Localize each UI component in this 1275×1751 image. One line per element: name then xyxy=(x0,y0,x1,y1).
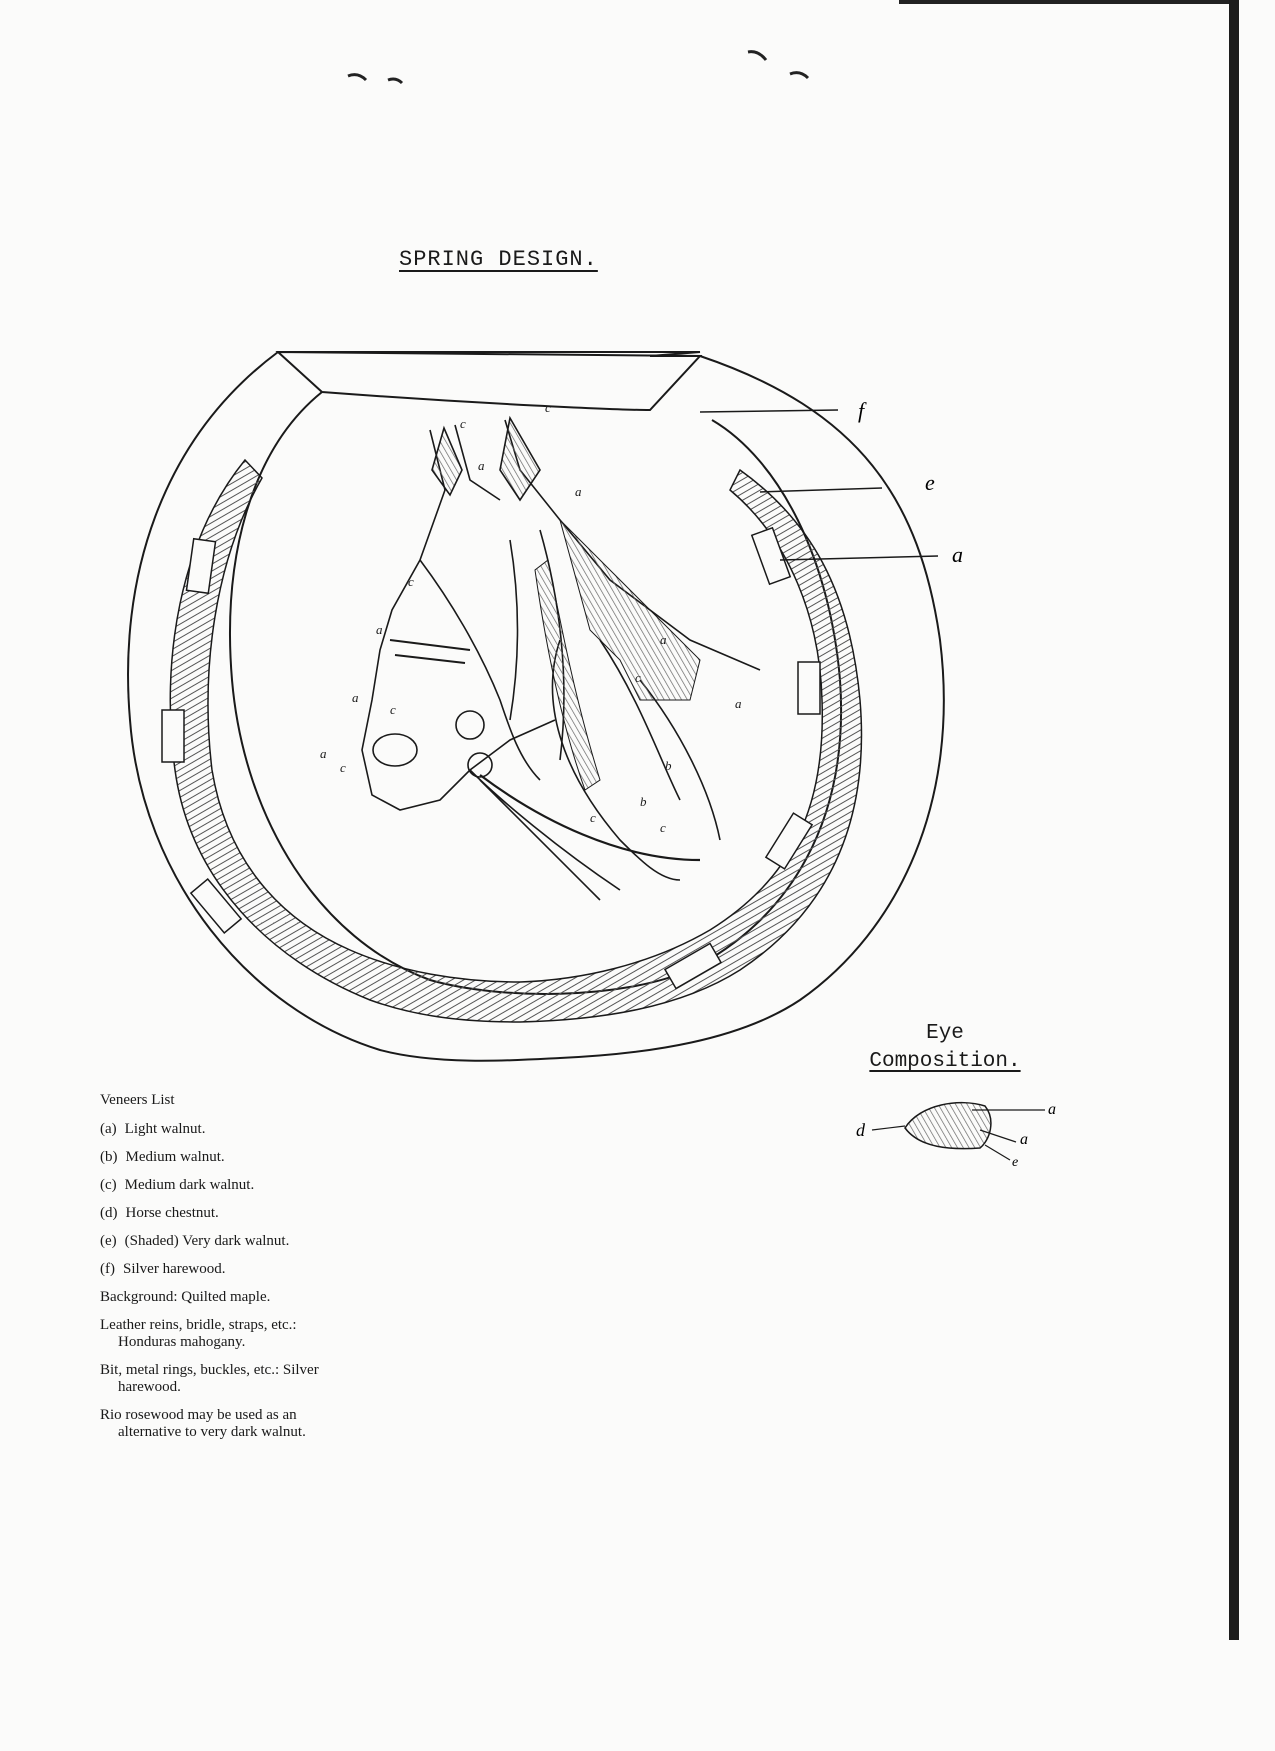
legend-item: (e) (Shaded) Very dark walnut. xyxy=(100,1233,290,1249)
svg-text:c: c xyxy=(460,416,466,431)
horse-mane-shading xyxy=(535,520,700,790)
svg-text:b: b xyxy=(665,758,672,773)
legend-item: (a) Light walnut. xyxy=(100,1121,206,1137)
svg-text:a: a xyxy=(376,622,383,637)
legend-item: (f) Silver harewood. xyxy=(100,1261,226,1277)
svg-text:c: c xyxy=(590,810,596,825)
svg-text:a: a xyxy=(660,632,667,647)
legend-item: (d) Horse chestnut. xyxy=(100,1205,219,1221)
horse-ears xyxy=(432,418,540,500)
legend-item: Bit, metal rings, buckles, etc.: Silver harewood. xyxy=(100,1362,319,1395)
svg-text:c: c xyxy=(340,760,346,775)
eye-title-line2: Composition. xyxy=(869,1050,1021,1073)
eye-title-line1: Eye xyxy=(926,1022,964,1045)
svg-text:c: c xyxy=(545,400,551,415)
horseshoe-top-band xyxy=(278,352,700,410)
legend-item: (c) Medium dark walnut. xyxy=(100,1177,255,1193)
svg-text:a: a xyxy=(575,484,582,499)
svg-text:c: c xyxy=(390,702,396,717)
legend-item: Rio rosewood may be used as an alternative to very dark walnut. xyxy=(100,1407,306,1440)
svg-text:a: a xyxy=(320,746,327,761)
veneers-legend xyxy=(100,1092,320,1452)
legend-item: Background: Quilted maple. xyxy=(100,1289,271,1305)
callout-a: a xyxy=(952,542,963,567)
svg-text:c: c xyxy=(660,820,666,835)
svg-text:a: a xyxy=(352,690,359,705)
svg-text:c: c xyxy=(408,574,414,589)
eye-composition-title xyxy=(850,1020,1040,1076)
page-title: SPRING DESIGN. xyxy=(399,247,598,272)
eye-label-a2: a xyxy=(1020,1131,1028,1148)
svg-text:b: b xyxy=(640,794,647,809)
legend-title: Veneers List xyxy=(100,1092,175,1108)
eye-label-a1: a xyxy=(1048,1101,1056,1118)
svg-text:a: a xyxy=(735,696,742,711)
callout-e: e xyxy=(925,470,935,495)
scan-mark-icon xyxy=(348,52,808,83)
eye-label-e: e xyxy=(1012,1155,1019,1170)
legend-item: (b) Medium walnut. xyxy=(100,1149,225,1165)
svg-text:a: a xyxy=(478,458,485,473)
legend-item: Leather reins, bridle, straps, etc.: Honduras mahogany. xyxy=(100,1317,297,1350)
svg-text:c: c xyxy=(635,670,641,685)
eye-label-d: d xyxy=(856,1120,865,1140)
callout-f: f xyxy=(858,398,865,423)
